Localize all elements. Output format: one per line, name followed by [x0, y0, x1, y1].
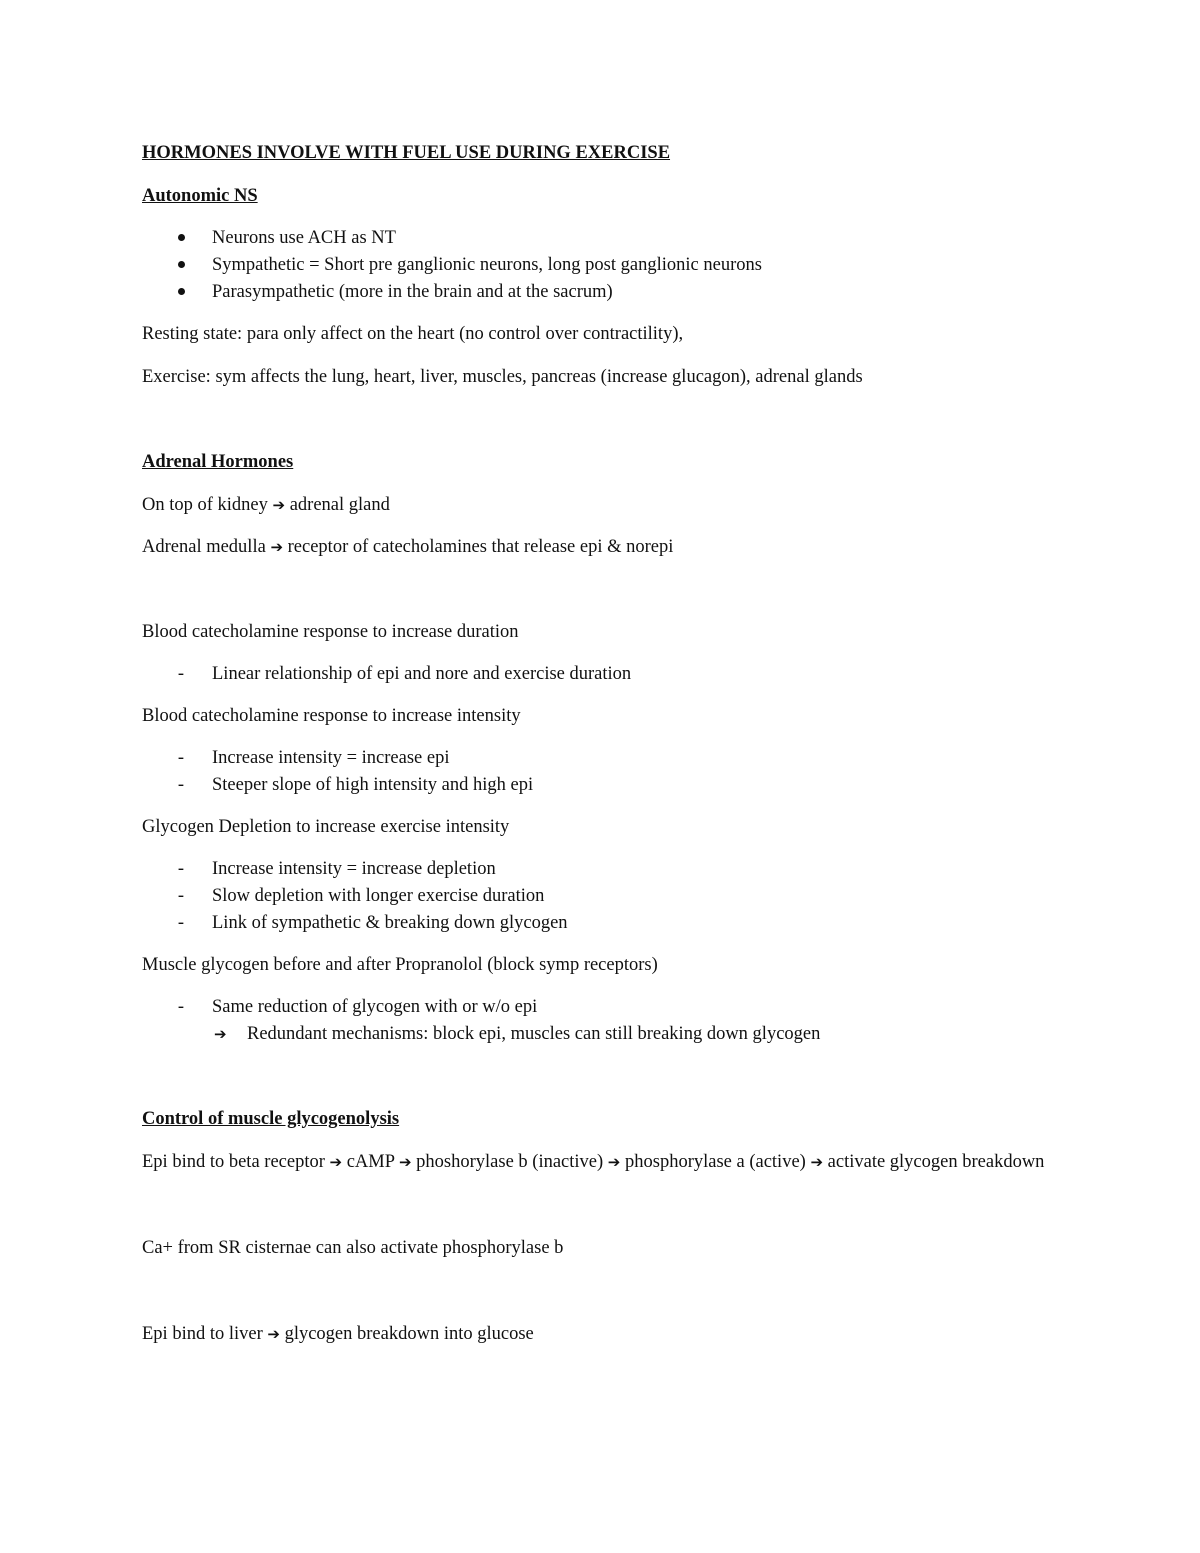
- section-heading-autonomic: Autonomic NS: [142, 186, 258, 206]
- right-arrow-icon: ➔: [267, 1325, 280, 1343]
- liver-line: Epi bind to liver ➔ glycogen breakdown into glucose: [142, 1324, 534, 1344]
- duration-title: Blood catecholamine response to increase duration: [142, 622, 519, 642]
- dash-icon: -: [177, 997, 185, 1017]
- propranolol-title: Muscle glycogen before and after Propranolol (block symp receptors): [142, 955, 658, 975]
- list-item: - Increase intensity = increase epi: [142, 745, 1062, 772]
- adrenal-medulla-line: Adrenal medulla ➔ receptor of catecholamines that release epi & norepi: [142, 537, 674, 557]
- glycogenolysis-chain: Epi bind to beta receptor ➔ cAMP ➔ phoshorylase b (inactive) ➔ phosphorylase a (active) ➔ activate glycogen breakdown: [142, 1152, 1045, 1172]
- right-arrow-icon: ➔: [270, 538, 284, 556]
- section-heading-adrenal: Adrenal Hormones: [142, 452, 294, 472]
- dash-icon: -: [177, 913, 185, 933]
- right-arrow-icon: ➔: [607, 1153, 621, 1171]
- right-arrow-icon: ➔: [398, 1153, 412, 1171]
- autonomic-bullet-list: [142, 225, 1062, 306]
- dash-icon: -: [177, 886, 185, 906]
- list-item: Neurons use ACH as NT: [142, 225, 1062, 252]
- right-arrow-icon: ➔: [272, 496, 286, 514]
- page-title: HORMONES INVOLVE WITH FUEL USE DURING EXERCISE: [142, 143, 671, 163]
- intensity-list: [142, 745, 1062, 799]
- list-item: ➔ Redundant mechanisms: block epi, muscles can still breaking down glycogen: [142, 1021, 1062, 1048]
- exercise-text: Exercise: sym affects the lung, heart, liver, muscles, pancreas (increase glucagon), adrenal glands: [142, 367, 863, 387]
- dash-icon: -: [177, 775, 185, 795]
- dash-icon: -: [177, 748, 185, 768]
- adrenal-gland-line: On top of kidney ➔ adrenal gland: [142, 495, 390, 515]
- list-item: - Link of sympathetic & breaking down glycogen: [142, 910, 1062, 937]
- dash-icon: -: [177, 664, 185, 684]
- ca-activation-text: Ca+ from SR cisternae can also activate phosphorylase b: [142, 1238, 564, 1258]
- document-page: [142, 140, 1062, 1348]
- dash-icon: -: [177, 859, 185, 879]
- bold-right-arrow-icon: ➔: [214, 1025, 227, 1043]
- list-item: - Steeper slope of high intensity and high epi: [142, 772, 1062, 799]
- list-item: - Same reduction of glycogen with or w/o epi: [142, 994, 1062, 1021]
- list-item: - Slow depletion with longer exercise duration: [142, 883, 1062, 910]
- intensity-title: Blood catecholamine response to increase intensity: [142, 706, 521, 726]
- section-heading-control: Control of muscle glycogenolysis: [142, 1109, 400, 1129]
- bullet-icon: [176, 252, 186, 279]
- glycogen-list: [142, 856, 1062, 937]
- duration-list: [142, 661, 1062, 688]
- glycogen-title: Glycogen Depletion to increase exercise intensity: [142, 817, 510, 837]
- list-item: - Linear relationship of epi and nore and exercise duration: [142, 661, 1062, 688]
- propranolol-list: [142, 994, 1062, 1048]
- resting-state-text: Resting state: para only affect on the heart (no control over contractility),: [142, 324, 684, 344]
- right-arrow-icon: ➔: [810, 1153, 824, 1171]
- list-item: - Increase intensity = increase depletion: [142, 856, 1062, 883]
- right-arrow-icon: ➔: [329, 1153, 343, 1171]
- list-item: Sympathetic = Short pre ganglionic neurons, long post ganglionic neurons: [142, 252, 1062, 279]
- list-item: Parasympathetic (more in the brain and at the sacrum): [142, 279, 1062, 306]
- bullet-icon: [176, 279, 186, 306]
- bullet-icon: [176, 225, 186, 252]
